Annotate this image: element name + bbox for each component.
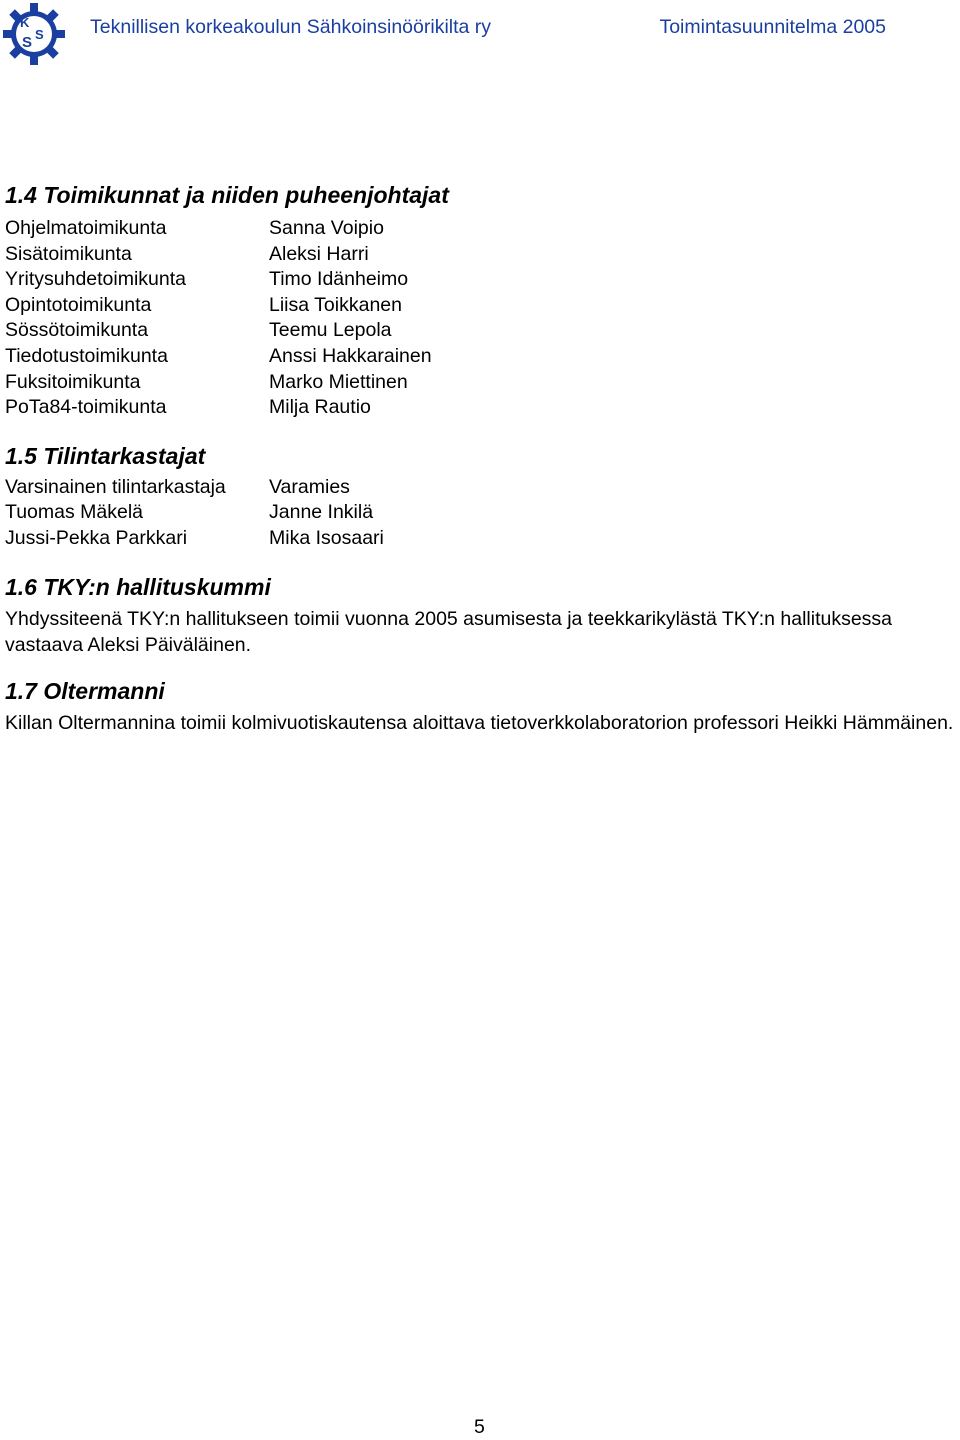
table-row xyxy=(5,526,955,552)
committee-chair: Timo Idänheimo xyxy=(269,268,409,291)
page-number: 5 xyxy=(474,1416,485,1438)
section-heading-auditors: 1.5 Tilintarkastajat xyxy=(5,442,206,469)
tky-paragraph: Yhdyssiteenä TKY:n hallitukseen toimii vuonna 2005 asumisesta ja teekkarikylästä TKY:n hallituksessa vastaava Aleksi Päiväläinen. xyxy=(5,607,893,656)
table-row xyxy=(5,370,955,396)
table-row xyxy=(5,500,955,526)
table-row xyxy=(5,242,955,268)
logo-letter-s: S xyxy=(22,34,33,51)
committee-name: Opintotoimikunta xyxy=(5,293,152,316)
committee-chair: Marko Miettinen xyxy=(269,370,408,393)
table-row xyxy=(5,216,955,242)
table-row xyxy=(5,318,955,344)
logo-letter-s2: S xyxy=(35,27,44,42)
deputy-column-header: Varamies xyxy=(269,475,350,498)
oltermanni-paragraph: Killan Oltermannina toimii kolmivuotiskautensa aloittava tietoverkkolaboratorion professori Heikki Hämmäinen. xyxy=(5,711,954,734)
document-body xyxy=(5,180,955,736)
section-heading-tky: 1.6 TKY:n hallituskummi xyxy=(5,573,271,600)
committee-name: Sisätoimikunta xyxy=(5,242,132,265)
auditor-name: Tuomas Mäkelä xyxy=(5,501,143,524)
organization-name: Teknillisen korkeakoulun Sähkoinsinöörikilta ry xyxy=(90,16,492,38)
auditor-column-header: Varsinainen tilintarkastaja xyxy=(5,475,226,498)
committee-chair: Sanna Voipio xyxy=(269,217,384,239)
deputy-name: Janne Inkilä xyxy=(269,501,374,524)
committee-chair: Aleksi Harri xyxy=(269,242,369,265)
table-row xyxy=(5,293,955,319)
committee-name: Yritysuhdetoimikunta xyxy=(5,268,187,291)
table-header-row xyxy=(5,475,955,501)
committee-chair: Liisa Toikkanen xyxy=(269,293,402,316)
section-heading-oltermanni: 1.7 Oltermanni xyxy=(5,677,165,704)
table-row xyxy=(5,267,955,293)
committee-chair: Teemu Lepola xyxy=(269,319,392,342)
table-row xyxy=(5,344,955,370)
committee-name: PoTa84-toimikunta xyxy=(5,396,167,419)
document-title: Toimintasuunnitelma 2005 xyxy=(659,16,886,38)
committee-chair: Milja Rautio xyxy=(269,396,371,419)
section-heading-committees: 1.4 Toimikunnat ja niiden puheenjohtajat xyxy=(5,182,449,208)
table-row xyxy=(5,395,955,421)
committee-name: Ohjelmatoimikunta xyxy=(5,217,167,239)
committees-table xyxy=(5,216,955,421)
committee-chair: Anssi Hakkarainen xyxy=(269,344,432,367)
deputy-name: Mika Isosaari xyxy=(269,526,384,549)
logo-letter-k: K xyxy=(20,15,30,30)
auditor-name: Jussi-Pekka Parkkari xyxy=(5,526,188,549)
auditors-table xyxy=(5,475,955,552)
guild-logo xyxy=(2,2,66,66)
committee-name: Tiedotustoimikunta xyxy=(5,344,168,367)
committee-name: Fuksitoimikunta xyxy=(5,370,141,393)
page-header xyxy=(0,0,960,64)
committee-name: Sössötoimikunta xyxy=(5,319,149,342)
